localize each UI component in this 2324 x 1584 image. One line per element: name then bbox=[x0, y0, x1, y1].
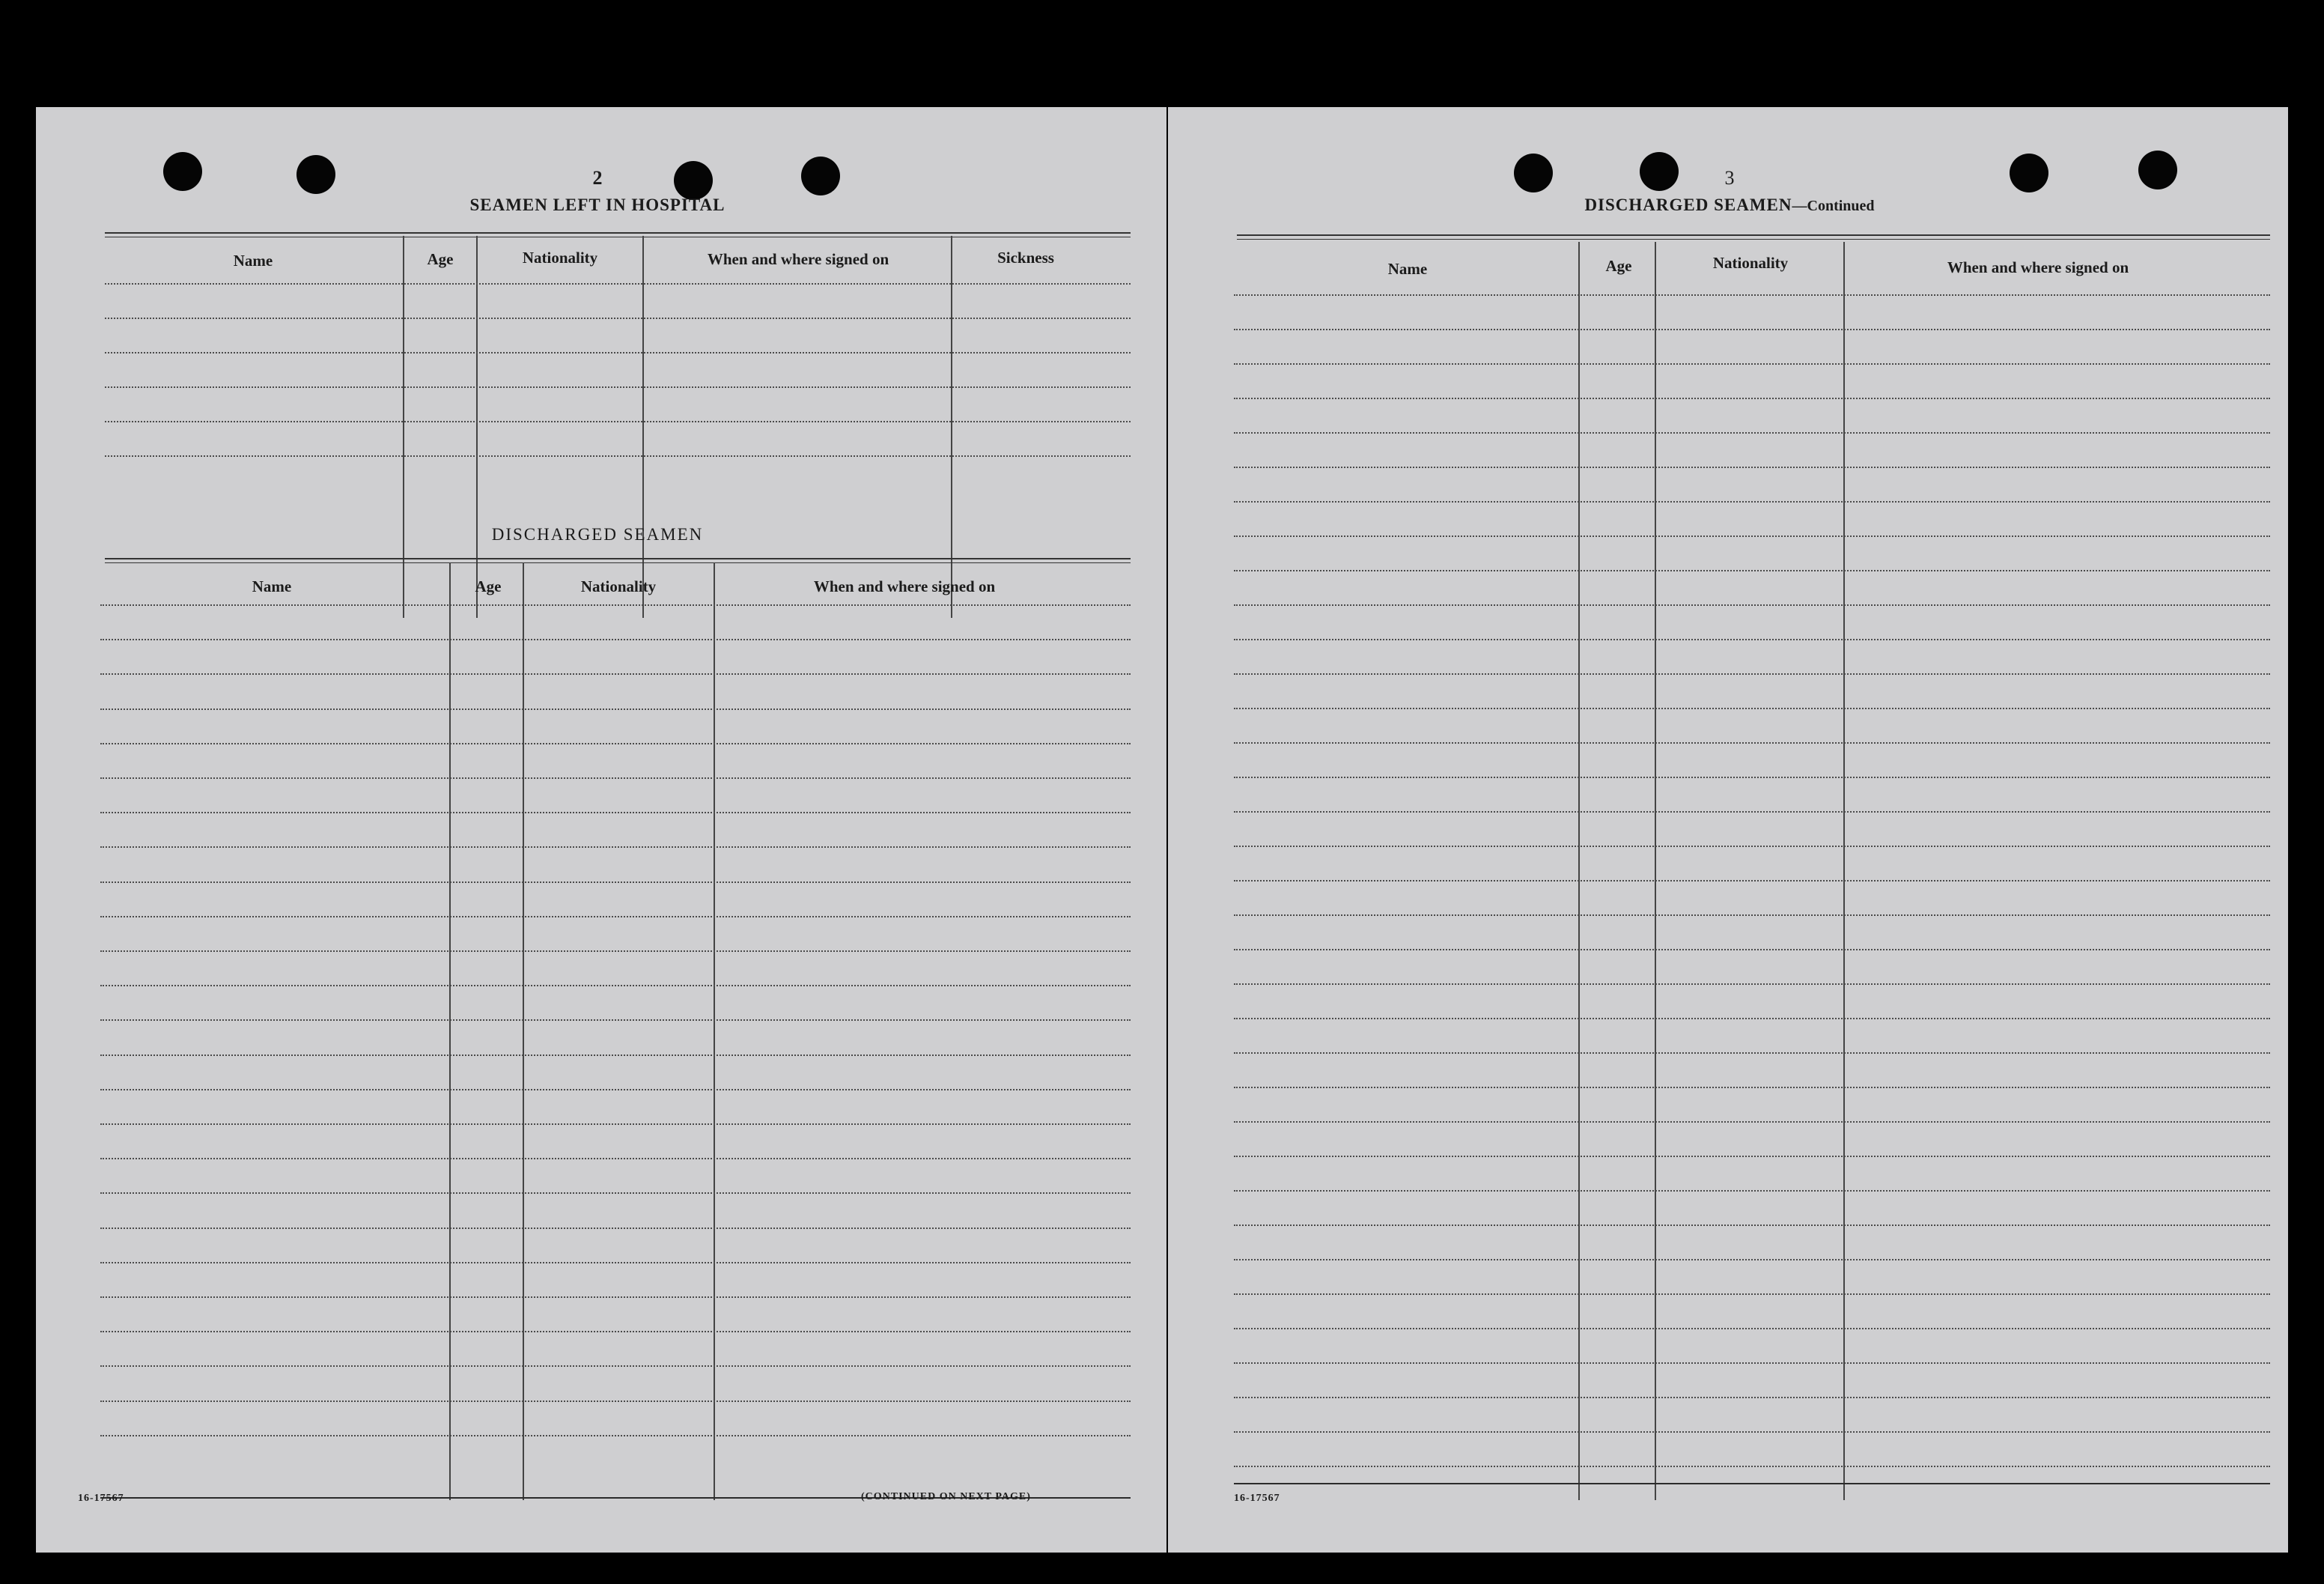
hospital-section-title: SEAMEN LEFT IN HOSPITAL bbox=[469, 195, 726, 214]
table-row-line bbox=[105, 283, 1131, 285]
table-row-line bbox=[1234, 1121, 2270, 1123]
table-row-line bbox=[1234, 1431, 2270, 1433]
punch-hole bbox=[296, 155, 335, 194]
table-row-line bbox=[105, 386, 1131, 388]
table-row-line bbox=[1234, 777, 2270, 778]
table-row-line bbox=[1234, 1293, 2270, 1295]
table-row-line bbox=[100, 812, 1131, 813]
table-row-line bbox=[100, 1089, 1131, 1090]
table-row-line bbox=[100, 604, 1131, 606]
table-row-line bbox=[1234, 914, 2270, 916]
col-header-age: Age bbox=[427, 250, 454, 268]
title-continued: —Continued bbox=[1792, 198, 1875, 214]
page-number: 3 bbox=[1724, 167, 1735, 189]
discharged-continued-title bbox=[1584, 195, 1874, 215]
table-row-line bbox=[100, 1365, 1131, 1367]
col-header-name: Name bbox=[233, 252, 273, 270]
table-row-line bbox=[105, 352, 1131, 353]
table-row-line bbox=[100, 1262, 1131, 1263]
punch-hole bbox=[2138, 151, 2177, 189]
table-row-line bbox=[1234, 639, 2270, 640]
table-row-line bbox=[1234, 467, 2270, 468]
table-row-line bbox=[1234, 1052, 2270, 1054]
table-row-line bbox=[1234, 570, 2270, 571]
table-row-line bbox=[1234, 949, 2270, 950]
table-row-line bbox=[100, 777, 1131, 779]
table-row-line bbox=[1234, 294, 2270, 296]
discharged-table-rows bbox=[100, 604, 1131, 1496]
table-row-line bbox=[1234, 1190, 2270, 1192]
right-form-page bbox=[1168, 107, 2288, 1553]
table-row-line bbox=[1234, 811, 2270, 813]
punch-hole bbox=[2010, 154, 2048, 192]
table-row-line bbox=[100, 846, 1131, 848]
form-number: 16-17567 bbox=[78, 1493, 124, 1504]
left-form-page bbox=[36, 107, 1166, 1553]
table-row-line bbox=[100, 950, 1131, 952]
table-row-line bbox=[1234, 1362, 2270, 1364]
col-header-name: Name bbox=[1387, 260, 1428, 278]
punch-hole bbox=[1640, 152, 1679, 191]
col-header-nationality: Nationality bbox=[1712, 254, 1789, 272]
table-row-line bbox=[1234, 880, 2270, 881]
table-row-line bbox=[1234, 1225, 2270, 1226]
header-rule bbox=[1237, 234, 2270, 240]
table-row-line bbox=[1234, 329, 2270, 330]
col-header-name: Name bbox=[252, 577, 292, 595]
continued-note: (CONTINUED ON NEXT PAGE) bbox=[861, 1491, 1031, 1502]
table-row-line bbox=[1234, 1466, 2270, 1467]
col-header-when-where: When and where signed on bbox=[813, 577, 996, 595]
table-row-line bbox=[1234, 1156, 2270, 1157]
punch-hole bbox=[674, 161, 713, 200]
table-row-line bbox=[1234, 1259, 2270, 1260]
table-row-line bbox=[105, 318, 1131, 319]
table-row-line bbox=[1234, 501, 2270, 503]
table-row-line bbox=[100, 743, 1131, 744]
table-row-line bbox=[100, 985, 1131, 986]
table-row-line bbox=[1234, 535, 2270, 537]
discharged-continued-rows bbox=[1234, 294, 2270, 1496]
table-row-line bbox=[100, 1435, 1131, 1436]
table-row-line bbox=[100, 1055, 1131, 1056]
punch-hole bbox=[163, 152, 202, 191]
table-row-line bbox=[100, 1158, 1131, 1159]
table-row-line bbox=[100, 916, 1131, 917]
punch-hole bbox=[1514, 154, 1553, 192]
table-row-line bbox=[100, 1123, 1131, 1125]
table-row-line bbox=[1234, 983, 2270, 985]
table-row-line bbox=[1234, 363, 2270, 365]
table-row-line bbox=[1234, 673, 2270, 675]
table-row-line bbox=[100, 1296, 1131, 1298]
table-row-line bbox=[1234, 1328, 2270, 1329]
section-rule bbox=[105, 558, 1131, 563]
col-header-when-where: When and where signed on bbox=[1947, 258, 2129, 276]
table-row-line bbox=[1234, 604, 2270, 606]
bottom-rule bbox=[1234, 1483, 2270, 1484]
table-row-line bbox=[100, 1331, 1131, 1332]
hospital-table-rows bbox=[105, 283, 1131, 620]
punch-hole bbox=[801, 157, 840, 195]
col-header-when-where: When and where signed on bbox=[707, 250, 889, 268]
col-header-sickness: Sickness bbox=[997, 249, 1054, 267]
table-row-line bbox=[1234, 742, 2270, 744]
table-row-line bbox=[100, 1228, 1131, 1229]
header-rule bbox=[105, 232, 1131, 237]
table-row-line bbox=[1234, 1397, 2270, 1398]
table-row-line bbox=[1234, 846, 2270, 847]
table-row-line bbox=[100, 1401, 1131, 1402]
form-number: 16-17567 bbox=[1234, 1493, 1280, 1504]
table-row-line bbox=[100, 639, 1131, 640]
table-row-line bbox=[1234, 708, 2270, 709]
table-row-line bbox=[105, 455, 1131, 457]
col-header-age: Age bbox=[1605, 257, 1632, 275]
col-header-nationality: Nationality bbox=[522, 249, 598, 267]
table-row-line bbox=[100, 708, 1131, 710]
table-row-line bbox=[100, 1192, 1131, 1194]
col-header-age: Age bbox=[475, 577, 502, 595]
page-number: 2 bbox=[592, 167, 603, 189]
table-row-line bbox=[105, 421, 1131, 422]
discharged-section-title: DISCHARGED SEAMEN bbox=[491, 525, 704, 544]
table-row-line bbox=[100, 673, 1131, 675]
table-row-line bbox=[100, 1019, 1131, 1021]
col-header-nationality: Nationality bbox=[580, 577, 657, 595]
table-row-line bbox=[1234, 432, 2270, 434]
table-row-line bbox=[100, 881, 1131, 883]
table-row-line bbox=[1234, 1087, 2270, 1088]
table-row-line bbox=[1234, 1018, 2270, 1019]
table-row-line bbox=[1234, 398, 2270, 399]
title-main: DISCHARGED SEAMEN bbox=[1584, 195, 1792, 214]
